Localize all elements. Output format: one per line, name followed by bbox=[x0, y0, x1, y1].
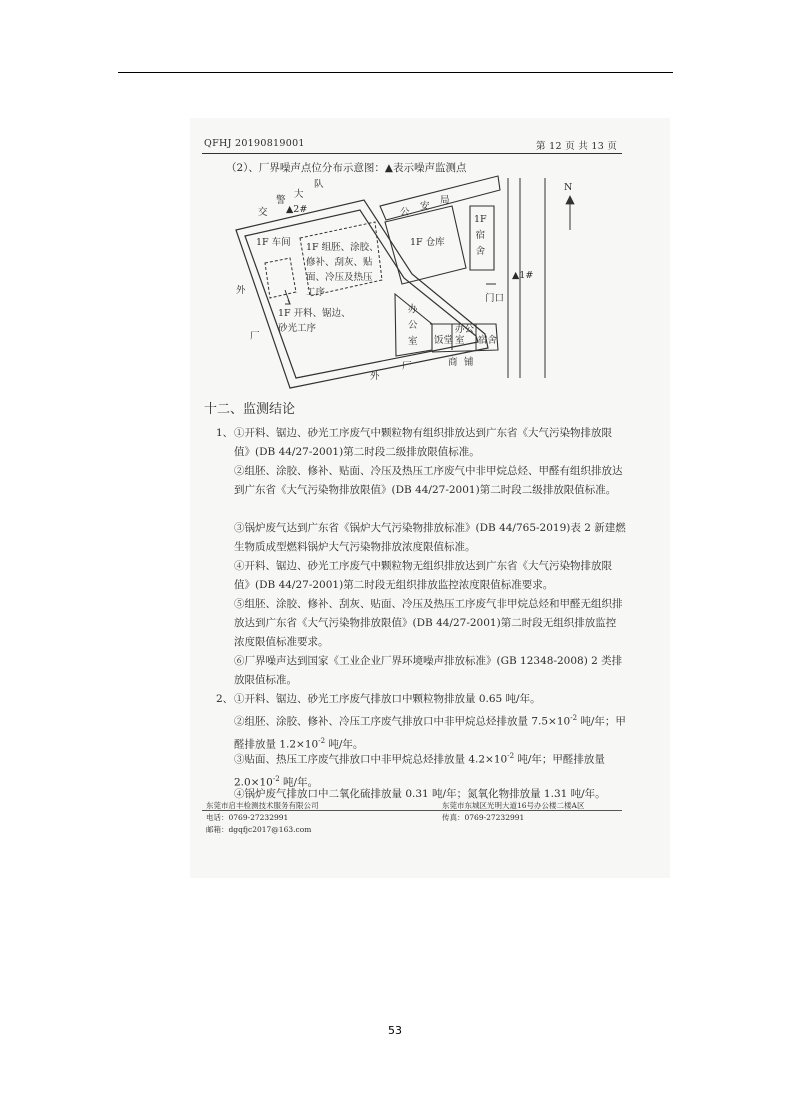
map-label-shang: 商 bbox=[448, 357, 458, 368]
map-label-gate: 门口 bbox=[485, 293, 505, 304]
footer-tel: 电话：0769-27232991 bbox=[206, 813, 289, 822]
footer-fax: 传真：0769-27232991 bbox=[442, 813, 525, 822]
report-number: QFHJ 20190819001 bbox=[204, 138, 305, 149]
conclusion-2-3: ③贴面、热压工序废气排放口中非甲烷总烃排放量 $4.2\times 10^{-2}$ 吨/年；甲醛排放量 $2.0\times 10^{-2}$ 吨/年。 bbox=[234, 752, 605, 788]
scanned-page bbox=[190, 118, 670, 878]
section-caption: （2）、厂界噪声点位分布示意图：▲表示噪声监测点 bbox=[226, 162, 467, 174]
page-header-rule bbox=[118, 72, 673, 73]
map-label-chang-bottom: 厂 bbox=[402, 361, 412, 372]
conclusion-2-2: ②组胚、涂胶、修补、冷压工序废气排放口中非甲烷总烃排放量 $7.5\times 10^{-2}$ 吨/年；甲醛排放量 $1.2\times 10^{-2}$ 吨/年。 bbox=[234, 714, 626, 750]
noise-point-2: ▲2# bbox=[286, 204, 308, 215]
map-label-ju: 局 bbox=[440, 195, 450, 206]
map-label-office: 办 公 室 bbox=[408, 304, 418, 347]
map-label-wai-bottom: 外 bbox=[370, 371, 380, 382]
map-label-jing: 警 bbox=[276, 195, 286, 206]
page-number: 53 bbox=[388, 1024, 402, 1037]
map-label-dorm: 宿舍 bbox=[478, 335, 498, 346]
conclusion-1-6: ⑥厂界噪声达到国家《工业企业厂界环境噪声排放标准》(GB 12348-2008) 2 类排放限值标准。 bbox=[234, 655, 623, 686]
item-2-number: 2、 bbox=[216, 693, 234, 705]
site-map bbox=[190, 118, 670, 398]
page-info: 第 12 页 共 13 页 bbox=[536, 141, 618, 152]
conclusion-2-4: ④锅炉废气排放口中二氧化硫排放量 0.31 吨/年；氮氧化物排放量 1.31 吨/年。 bbox=[234, 788, 606, 800]
conclusion-1-3: ③锅炉废气达到广东省《锅炉大气污染物排放标准》(DB 44/765-2019)表 2 新建燃生物质成型燃料锅炉大气污染物排放浓度限值标准。 bbox=[234, 522, 626, 553]
conclusion-1-5: ⑤组胚、涂胶、修补、刮灰、贴面、冷压及热压工序废气非甲烷总烃和甲醛无组织排放达到广东省《大气污染物排放限值》(DB 44/27-2001)第二时段无组织排放监控浓度限值标准要求。 bbox=[234, 598, 623, 648]
map-label-da: 大 bbox=[294, 189, 304, 200]
conclusion-1-1: ①开料、锯边、砂光工序废气中颗粒物有组织排放达到广东省《大气污染物排放限值》(DB 44/27-2001)第二时段二级排放限值标准。 bbox=[234, 427, 612, 458]
footer-email: 邮箱：dgqfjc2017@163.com bbox=[206, 825, 312, 834]
map-label-dui: 队 bbox=[314, 179, 324, 190]
map-label-gong: 公 bbox=[400, 207, 410, 218]
map-label-workshop: 1F 车间 bbox=[256, 237, 291, 248]
compass-head bbox=[566, 196, 574, 204]
map-label-an: 安 bbox=[420, 201, 430, 212]
section-heading: 十二、监测结论 bbox=[204, 402, 296, 417]
map-label-warehouse: 1F 仓库 bbox=[410, 237, 445, 248]
map-label-jiao: 交 bbox=[258, 207, 268, 218]
map-label-pu: 铺 bbox=[464, 357, 474, 368]
map-label-small-office: 办公 室 bbox=[455, 324, 475, 346]
footer-address: 东莞市东城区光明大道16号办公楼二楼A区 bbox=[442, 801, 585, 810]
map-label-cutting-area: 1F 开料、锯边、 砂光工序 bbox=[278, 308, 351, 334]
map-label-process-area: 1F 组胚、涂胶、 修补、刮灰、贴 面、冷压及热压 工序 bbox=[306, 242, 379, 298]
noise-point-1: ▲1# bbox=[512, 270, 534, 281]
compass-label-n: N bbox=[564, 182, 573, 193]
map-label-wai-left: 外 bbox=[236, 285, 246, 296]
footer-company: 东莞市启丰检测技术服务有限公司 bbox=[206, 801, 319, 810]
workshop-dashed-zone bbox=[265, 258, 296, 298]
item-1-number: 1、 bbox=[216, 427, 234, 439]
conclusion-2-1: ①开料、锯边、砂光工序废气排放口中颗粒物排放量 0.65 吨/年。 bbox=[234, 693, 541, 705]
map-label-dorm-1f: 1F 宿 舍 bbox=[474, 214, 487, 257]
conclusion-1-2: ②组胚、涂胶、修补、贴面、冷压及热压工序废气中非甲烷总烃、甲醛有组织排放达到广东省《大气污染物排放限值》(DB 44/27-2001)第二时段二级排放限值标准。 bbox=[234, 465, 623, 496]
map-label-canteen: 饭堂 bbox=[434, 335, 454, 346]
conclusion-1-4: ④开料、锯边、砂光工序废气中颗粒物无组织排放达到广东省《大气污染物排放限值》(DB 44/27-2001)第二时段无组织排放监控浓度限值标准要求。 bbox=[234, 560, 612, 591]
map-label-chang-left: 厂 bbox=[250, 331, 260, 342]
